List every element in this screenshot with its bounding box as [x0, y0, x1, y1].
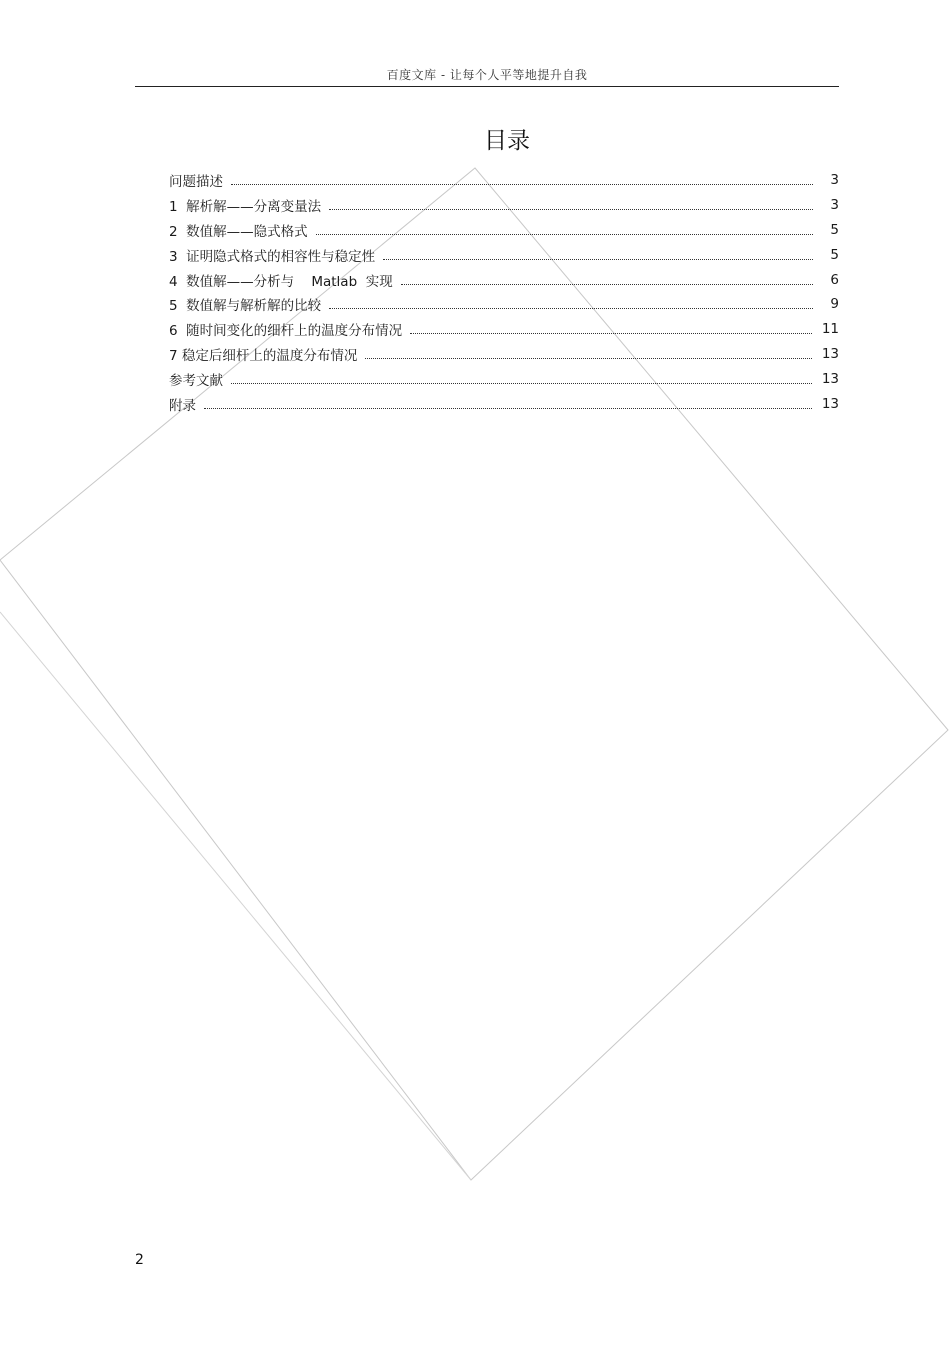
toc-entry-page: 13: [821, 345, 839, 362]
toc-entry-page: 6: [830, 271, 839, 288]
toc-dot-leader: [316, 233, 813, 235]
toc-title: 目录: [484, 128, 530, 154]
toc-dot-leader: [204, 407, 812, 409]
toc-entry-page: 13: [821, 395, 839, 412]
toc-entry-page: 9: [830, 296, 839, 313]
toc-dot-leader: [329, 208, 813, 210]
toc-entry-page: 13: [821, 370, 839, 387]
toc-entry[interactable]: [169, 242, 839, 267]
toc-entry-label: 2 数值解——隐式格式: [169, 223, 308, 240]
toc-entry-label: 参考文献: [169, 372, 223, 389]
toc-entry[interactable]: [169, 267, 839, 292]
table-of-contents: [169, 168, 839, 416]
header-divider: [135, 86, 839, 87]
toc-entry-label: 问题描述: [169, 174, 223, 191]
toc-entry-label: 5 数值解与解析解的比较: [169, 298, 322, 315]
toc-entry-page: 5: [830, 246, 839, 263]
toc-entry-label: 1 解析解——分离变量法: [169, 199, 322, 216]
toc-entry-label: 6 随时间变化的细杆上的温度分布情况: [169, 323, 403, 340]
page-header: 百度文库 - 让每个人平等地提升自我: [386, 68, 588, 82]
toc-entry-page: 11: [821, 321, 839, 338]
toc-entry[interactable]: [169, 193, 839, 218]
toc-entry[interactable]: [169, 391, 839, 416]
toc-dot-leader: [231, 183, 813, 185]
toc-entry-label: 7 稳定后细杆上的温度分布情况: [169, 347, 358, 364]
toc-entry[interactable]: [169, 218, 839, 243]
toc-entry-label: 附录: [169, 397, 196, 414]
toc-entry-label: 4 数值解——分析与 Matlab 实现: [169, 273, 393, 290]
toc-dot-leader: [329, 307, 813, 309]
toc-dot-leader: [365, 357, 811, 359]
toc-entry-page: 3: [830, 172, 839, 189]
toc-entry[interactable]: [169, 292, 839, 317]
toc-dot-leader: [231, 382, 812, 384]
toc-entry[interactable]: [169, 342, 839, 367]
toc-entry[interactable]: [169, 168, 839, 193]
toc-dot-leader: [383, 258, 813, 260]
toc-dot-leader: [410, 332, 812, 334]
toc-dot-leader: [401, 283, 813, 285]
toc-entry-page: 5: [830, 221, 839, 238]
toc-entry-label: 3 证明隐式格式的相容性与稳定性: [169, 248, 376, 265]
toc-entry-page: 3: [830, 197, 839, 214]
page-number: 2: [135, 1252, 144, 1268]
toc-entry[interactable]: [169, 317, 839, 342]
toc-entry[interactable]: [169, 366, 839, 391]
